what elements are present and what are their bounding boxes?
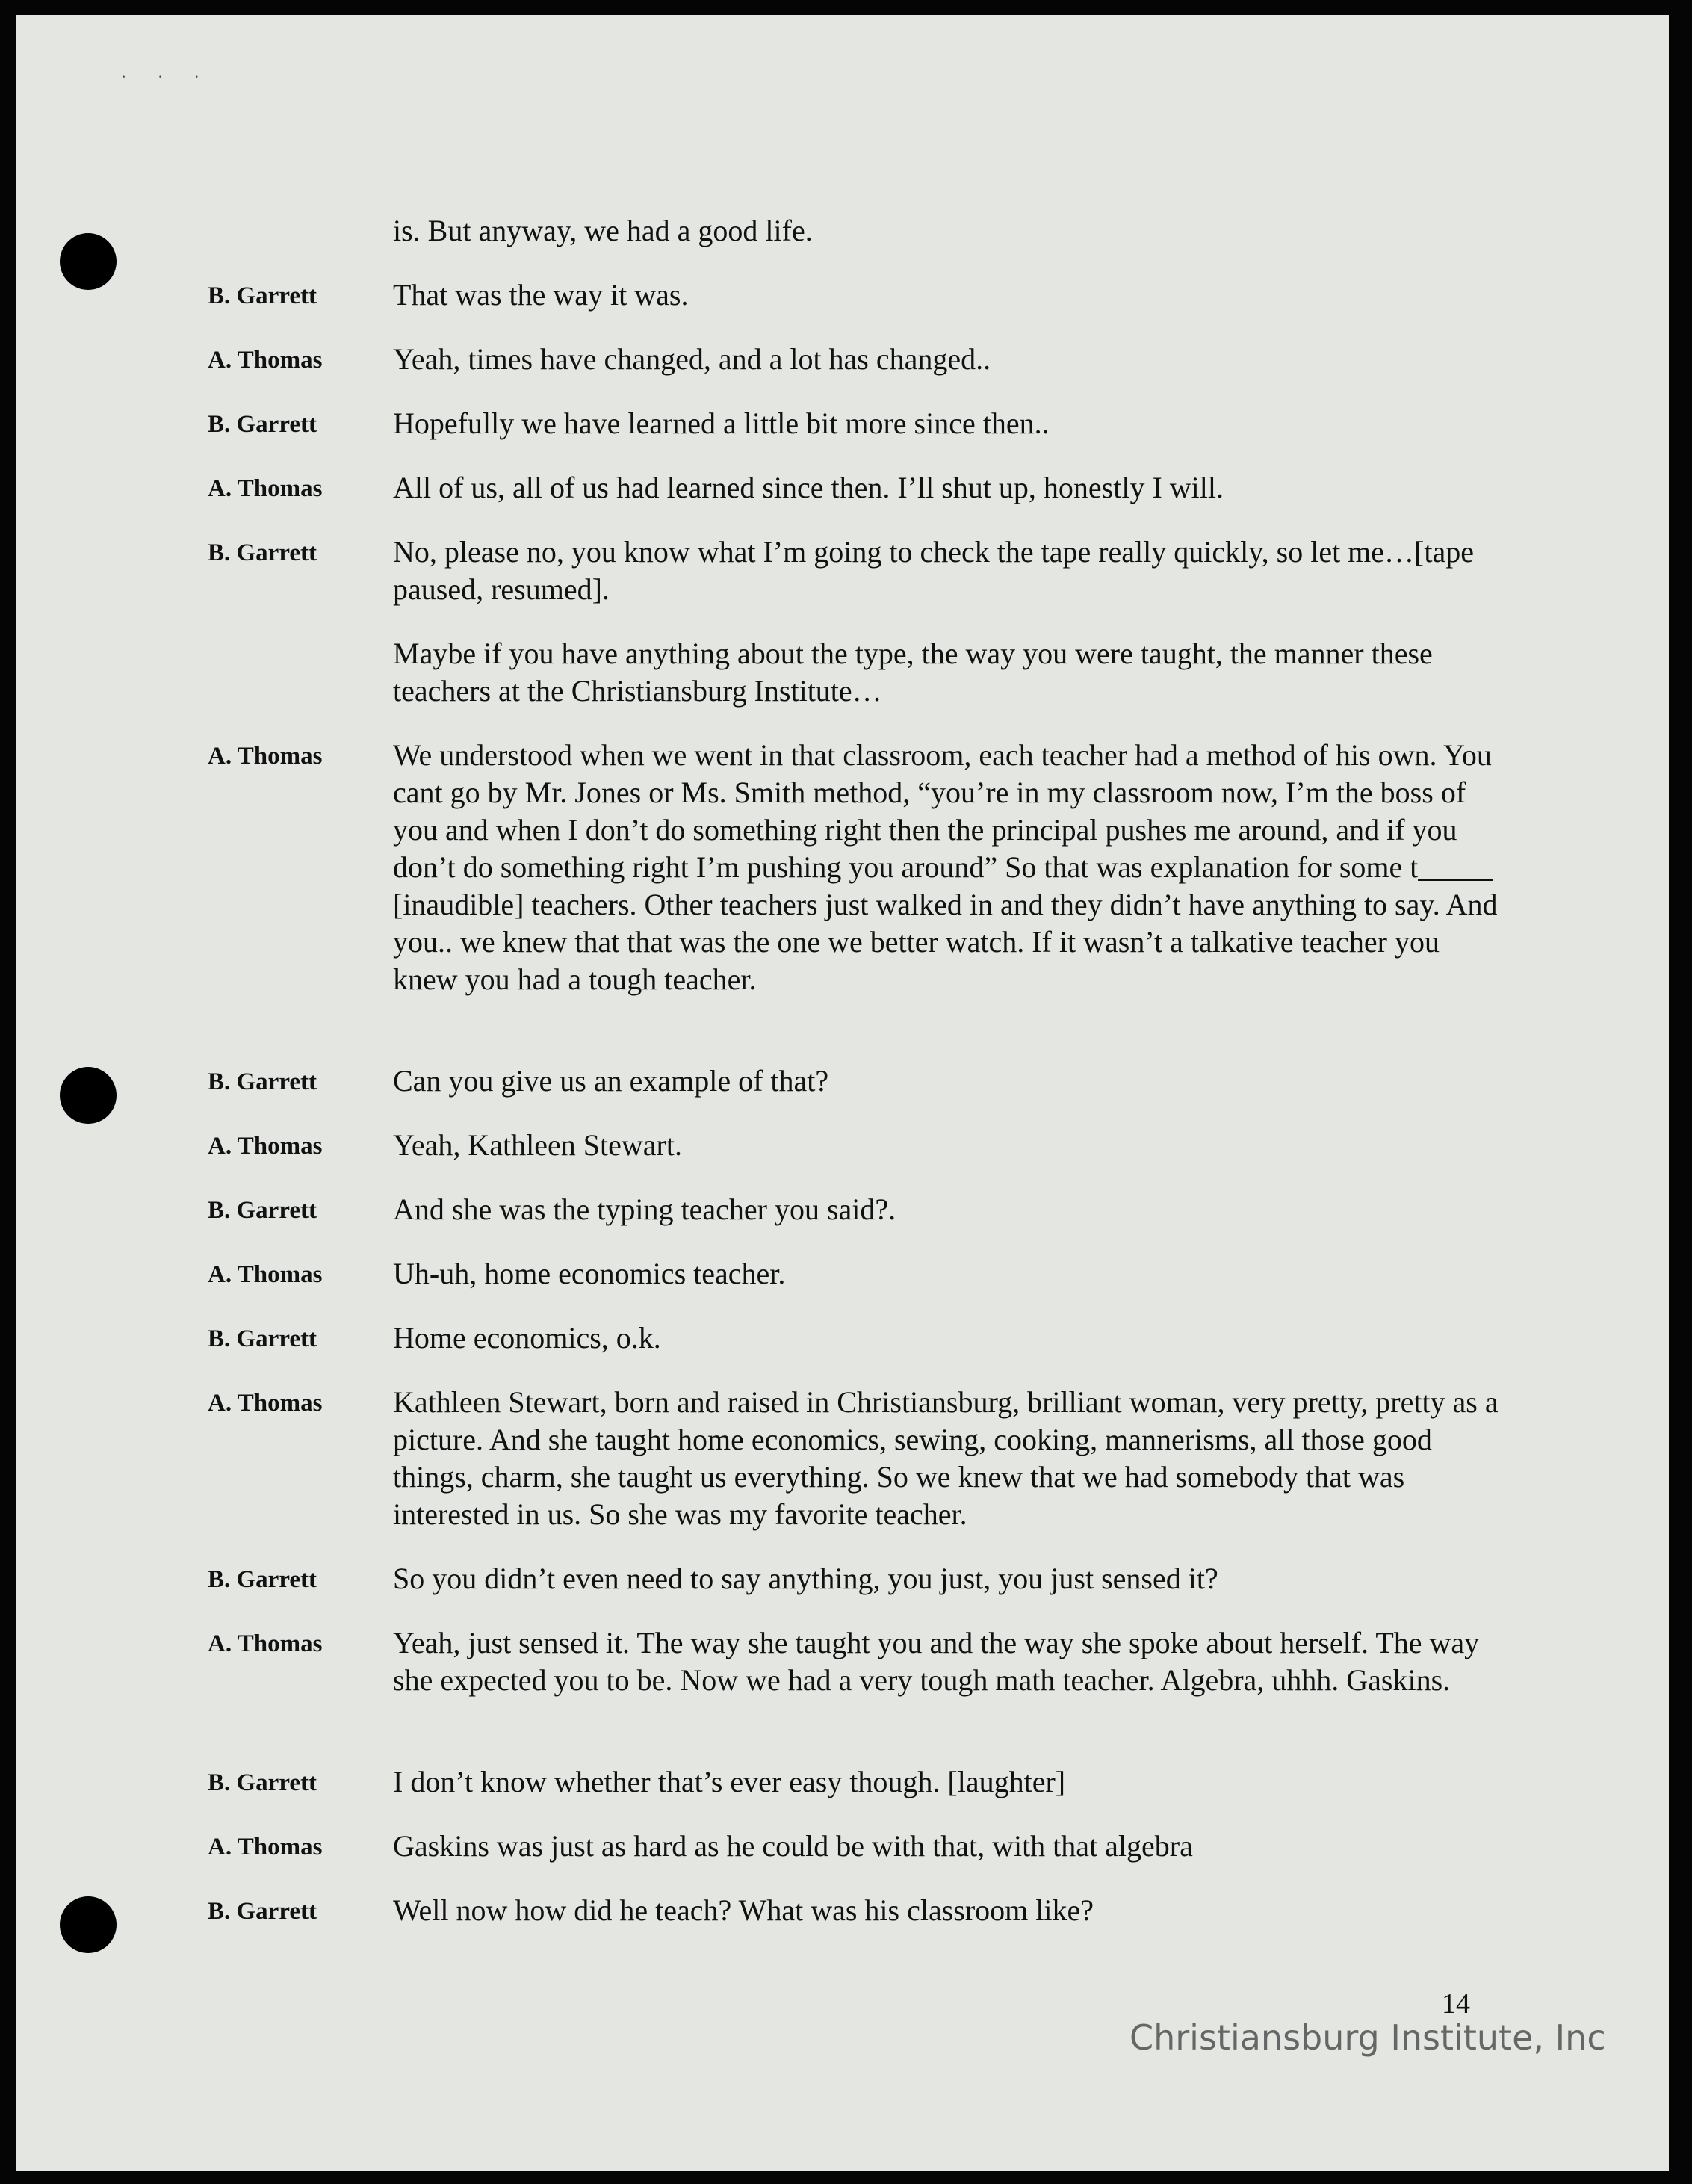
- speaker-label: B. Garrett: [208, 539, 317, 566]
- speech-text: Can you give us an example of that?: [393, 1064, 829, 1098]
- speaker-label: A. Thomas: [208, 1834, 323, 1860]
- speaker-label: A. Thomas: [208, 1390, 323, 1417]
- page-number: 14: [1442, 1988, 1470, 2020]
- speech-text: No, please no, you know what I’m going to check the tape really quickly, so let me…[tape paused, resumed].: [393, 535, 1474, 606]
- speech-text: All of us, all of us had learned since then. I’ll shut up, honestly I will.: [393, 471, 1224, 504]
- speaker-label: A. Thomas: [208, 743, 323, 770]
- speech-text: Gaskins was just as hard as he could be with that, with that algebra: [393, 1829, 1193, 1863]
- scan-specks: · · ·: [121, 67, 213, 86]
- speech-text: So you didn’t even need to say anything, you just, you just sensed it?: [393, 1562, 1218, 1595]
- speech-text: Uh-uh, home economics teacher.: [393, 1257, 786, 1290]
- speech-text: That was the way it was.: [393, 278, 689, 312]
- document-page: [16, 15, 1669, 2171]
- speaker-label: B. Garrett: [208, 1197, 317, 1224]
- speaker-label: B. Garrett: [208, 1898, 317, 1925]
- speech-text: Home economics, o.k.: [393, 1321, 661, 1355]
- speaker-label: A. Thomas: [208, 1261, 323, 1288]
- speaker-label: B. Garrett: [208, 1068, 317, 1095]
- speaker-label: A. Thomas: [208, 1630, 323, 1657]
- speech-text: Kathleen Stewart, born and raised in Christiansburg, brilliant woman, very pretty, pretty as a picture. And she taught home economics, sewing, cooking, mannerisms, all those good things, charm, she taught us everything. So we knew that we had somebody that was interested in us. So she was my favorite teacher.: [393, 1385, 1499, 1531]
- speaker-label: B. Garrett: [208, 1566, 317, 1593]
- binder-hole: [60, 1896, 117, 1953]
- speaker-label: A. Thomas: [208, 1133, 323, 1160]
- binder-hole: [60, 233, 117, 290]
- speech-text: Yeah, just sensed it. The way she taught you and the way she spoke about herself. The way she expected you to be. Now we had a very tough math teacher. Algebra, uhhh. Gaskins.: [393, 1626, 1480, 1697]
- speech-text: Yeah, Kathleen Stewart.: [393, 1128, 682, 1162]
- speaker-label: B. Garrett: [208, 282, 317, 309]
- speech-text: Hopefully we have learned a little bit more since then..: [393, 406, 1050, 440]
- speech-text: is. But anyway, we had a good life.: [393, 214, 813, 247]
- watermark: Christiansburg Institute, Inc: [1129, 2017, 1606, 2058]
- speech-text: Yeah, times have changed, and a lot has changed..: [393, 342, 991, 376]
- speech-text: We understood when we went in that classroom, each teacher had a method of his own. You cant go by Mr. Jones or Ms. Smith method, “you’re in my classroom now, I’m the boss of you and when I don’t do something right then the principal pushes me around, and if you don’t do something right I’m pushing you around” So that was explanation for some t_____ [inaudible] teachers. Other teachers just walked in and they didn’t have anything to say. And you.. we knew that that was the one we better watch. If it wasn’t a talkative teacher you knew you had a tough teacher.: [393, 738, 1498, 996]
- speech-text: Maybe if you have anything about the type, the way you were taught, the manner these teachers at the Christiansburg Institute…: [393, 637, 1433, 708]
- speaker-label: A. Thomas: [208, 347, 323, 374]
- speaker-label: B. Garrett: [208, 1769, 317, 1796]
- speech-text: And she was the typing teacher you said?.: [393, 1192, 896, 1226]
- speaker-label: B. Garrett: [208, 1325, 317, 1352]
- speaker-label: B. Garrett: [208, 411, 317, 438]
- speech-text: I don’t know whether that’s ever easy though. [laughter]: [393, 1765, 1066, 1798]
- binder-hole: [60, 1067, 117, 1124]
- speaker-label: A. Thomas: [208, 475, 323, 502]
- speech-text: Well now how did he teach? What was his classroom like?: [393, 1893, 1094, 1927]
